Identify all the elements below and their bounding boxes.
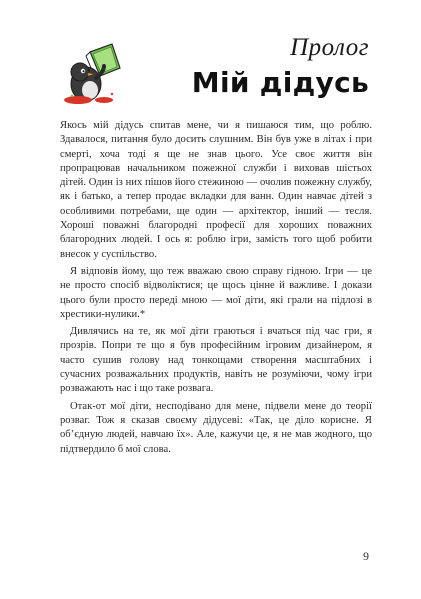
- chapter-title: Мій дідусь: [191, 66, 369, 99]
- page-number: 9: [363, 549, 369, 563]
- body-text: [60, 119, 372, 460]
- section-label: Пролог: [290, 34, 369, 61]
- paragraph: Я відповів йому, що теж вважаю свою справу гідною. Ігри — це не просто спосіб відволіктися; це щось цінне й важливе. І докази цього були просто переді мною — мої діти, які грали на підлозі в хрестики-нулики.*: [60, 265, 372, 320]
- paragraph: Дивлячись на те, як мої діти граються і вчаться під час гри, я прозрів. Попри те що я був професійним ігровим дизайнером, я часто сушив голову над тонкощами створення масштабних і сучасних розважальних продуктів, навіть не розуміючи, чому ігри розважають нас і що таке розвага.: [60, 326, 372, 395]
- paragraph: Якось мій дідусь спитав мене, чи я пишаюся тим, що роблю. Здавалося, питання було досить слушним. Він був уже в літах і при смерті, хоча тоді я ще не знав цього. Усе своє життя він пропрацював начальником пожежної служби і виховав шістьох дітей. Один із них пішов його стежиною — очолив пожежну службу, як і батько, а тепер продає вкладки для ванн. Один навчає дітей з особливими потребами, ще один — архітектор, інший — тесля. Хороші поважні благородні професії для хороших поважних благородних людей. І ось я: роблю ігри, замість того щоб робити внесок у суспільство.: [60, 120, 372, 260]
- penguin-with-book-illustration: [60, 38, 140, 108]
- paragraph: Отак-от мої діти, несподівано для мене, підвели мене до теорії розваг. Тож я сказав своєму дідусеві: «Так, це діло корисне. Я об’єдную людей, навчаю їх». Але, кажучи це, я не мав жодного, що підтвердило б мої слова.: [60, 400, 372, 455]
